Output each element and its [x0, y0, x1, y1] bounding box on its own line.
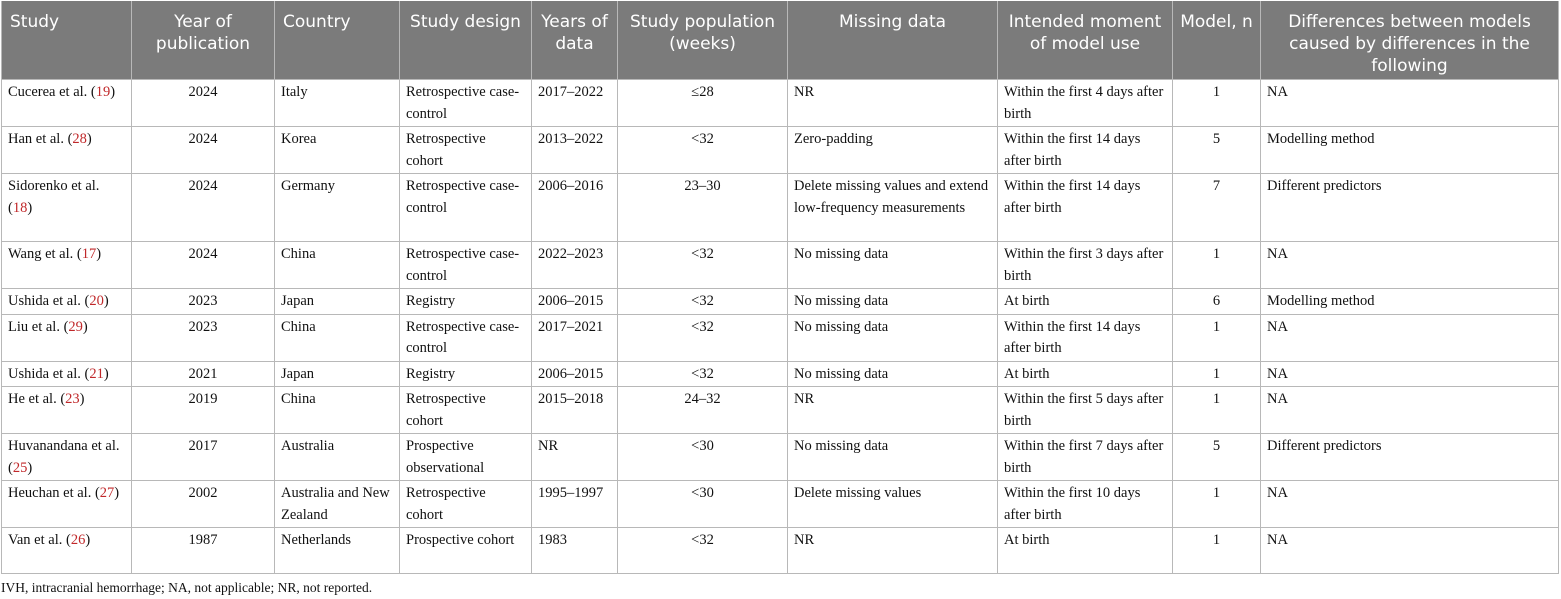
design-cell: Retrospective case-control [400, 174, 532, 242]
years-cell: 2017–2021 [532, 314, 618, 361]
study-author: Huvanandana et al. ( [8, 438, 120, 476]
missing-data-cell: Delete missing values and extend low-frequency measurements [788, 174, 998, 242]
design-cell: Registry [400, 361, 532, 387]
country-cell: China [275, 242, 400, 289]
header-missing-data: Missing data [788, 1, 998, 80]
reference-link[interactable]: 17 [81, 246, 97, 262]
country-cell: China [275, 387, 400, 434]
header-population: Study population (weeks) [618, 1, 788, 80]
years-cell: 2013–2022 [532, 127, 618, 174]
reference-link[interactable]: 20 [89, 293, 104, 309]
country-cell: Italy [275, 80, 400, 127]
year-cell: 2024 [132, 242, 275, 289]
country-cell: China [275, 314, 400, 361]
moment-cell: Within the first 4 days after birth [998, 80, 1173, 127]
table-row [2, 242, 1559, 289]
year-cell: 2024 [132, 174, 275, 242]
missing-data-cell: NR [788, 80, 998, 127]
table-row [2, 528, 1559, 574]
year-cell: 2021 [132, 361, 275, 387]
header-years-of-data: Years of data [532, 1, 618, 80]
country-cell: Japan [275, 361, 400, 387]
year-cell: 2023 [132, 314, 275, 361]
study-cell [2, 80, 132, 127]
table-row [2, 361, 1559, 387]
study-author: Han et al. ( [8, 131, 73, 147]
moment-cell: Within the first 14 days after birth [998, 314, 1173, 361]
years-cell: 2015–2018 [532, 387, 618, 434]
country-cell: Netherlands [275, 528, 400, 574]
differences-cell: NA [1261, 361, 1559, 387]
population-cell: 24–32 [618, 387, 788, 434]
country-cell: Korea [275, 127, 400, 174]
design-cell: Prospective observational [400, 434, 532, 481]
missing-data-cell: No missing data [788, 361, 998, 387]
design-cell: Retrospective cohort [400, 387, 532, 434]
study-author: Liu et al. ( [8, 318, 69, 335]
study-author-close: ) [103, 365, 109, 382]
models-cell: 1 [1173, 528, 1261, 574]
reference-link[interactable]: 18 [12, 199, 28, 216]
study-author-close: ) [110, 84, 116, 100]
differences-cell: NA [1261, 314, 1559, 361]
differences-cell: Modelling method [1261, 289, 1559, 315]
differences-cell: NA [1261, 528, 1559, 574]
models-cell: 1 [1173, 481, 1261, 528]
design-cell: Retrospective case-control [400, 242, 532, 289]
country-cell: Japan [275, 289, 400, 315]
models-cell: 1 [1173, 80, 1261, 127]
study-author: Wang et al. ( [8, 246, 82, 262]
models-cell: 1 [1173, 242, 1261, 289]
study-cell [2, 174, 132, 242]
study-author: Sidorenko et al. ( [8, 178, 100, 216]
population-cell: ≤28 [618, 80, 788, 127]
population-cell: <32 [618, 528, 788, 574]
years-cell: 2006–2016 [532, 174, 618, 242]
header-year: Year of publication [132, 1, 275, 80]
study-author-close: ) [27, 459, 33, 476]
year-cell: 2017 [132, 434, 275, 481]
population-cell: <32 [618, 289, 788, 315]
differences-cell: NA [1261, 387, 1559, 434]
reference-link[interactable]: 29 [68, 318, 83, 335]
table-row [2, 434, 1559, 481]
study-author: Van et al. ( [8, 532, 71, 548]
population-cell: <30 [618, 481, 788, 528]
header-row [2, 1, 1559, 80]
missing-data-cell: No missing data [788, 314, 998, 361]
study-author: Heuchan et al. ( [8, 485, 100, 501]
population-cell: <32 [618, 127, 788, 174]
models-cell: 7 [1173, 174, 1261, 242]
study-cell [2, 481, 132, 528]
population-cell: <32 [618, 242, 788, 289]
study-author: Ushida et al. ( [8, 365, 90, 382]
moment-cell: At birth [998, 361, 1173, 387]
table-row [2, 289, 1559, 315]
study-cell [2, 361, 132, 387]
reference-link[interactable]: 26 [70, 532, 86, 548]
population-cell: 23–30 [618, 174, 788, 242]
country-cell: Australia and New Zealand [275, 481, 400, 528]
reference-link[interactable]: 27 [99, 485, 115, 501]
table-footnote: IVH, intracranial hemorrhage; NA, not applicable; NR, not reported. [1, 580, 373, 595]
year-cell: 2019 [132, 387, 275, 434]
moment-cell: At birth [998, 528, 1173, 574]
moment-cell: Within the first 14 days after birth [998, 127, 1173, 174]
years-cell: 1995–1997 [532, 481, 618, 528]
missing-data-cell: No missing data [788, 242, 998, 289]
years-cell: 2017–2022 [532, 80, 618, 127]
study-author: He et al. ( [8, 391, 66, 407]
missing-data-cell: Delete missing values [788, 481, 998, 528]
table-row [2, 481, 1559, 528]
year-cell: 2002 [132, 481, 275, 528]
differences-cell: NA [1261, 80, 1559, 127]
header-country: Country [275, 1, 400, 80]
missing-data-cell: NR [788, 387, 998, 434]
differences-cell: NA [1261, 242, 1559, 289]
years-cell: 1983 [532, 528, 618, 574]
study-author: Ushida et al. ( [8, 293, 90, 309]
missing-data-cell: No missing data [788, 289, 998, 315]
study-cell [2, 528, 132, 574]
study-cell [2, 434, 132, 481]
design-cell: Retrospective case-control [400, 80, 532, 127]
population-cell: <32 [618, 361, 788, 387]
study-author-close: ) [82, 318, 88, 335]
missing-data-cell: No missing data [788, 434, 998, 481]
missing-data-cell: NR [788, 528, 998, 574]
study-author-close: ) [27, 199, 33, 216]
header-study: Study [2, 1, 132, 80]
study-cell [2, 387, 132, 434]
study-author-close: ) [103, 293, 109, 309]
country-cell: Germany [275, 174, 400, 242]
year-cell: 1987 [132, 528, 275, 574]
reference-link[interactable]: 19 [95, 84, 111, 100]
design-cell: Prospective cohort [400, 528, 532, 574]
country-cell: Australia [275, 434, 400, 481]
population-cell: <32 [618, 314, 788, 361]
models-cell: 5 [1173, 127, 1261, 174]
moment-cell: Within the first 3 days after birth [998, 242, 1173, 289]
header-models: Model, n [1173, 1, 1261, 80]
reference-link[interactable]: 21 [89, 365, 104, 382]
years-cell: 2022–2023 [532, 242, 618, 289]
models-cell: 5 [1173, 434, 1261, 481]
table-row [2, 314, 1559, 361]
moment-cell: Within the first 14 days after birth [998, 174, 1173, 242]
design-cell: Retrospective cohort [400, 127, 532, 174]
header-differences: Differences between models caused by differences in the following [1261, 1, 1559, 80]
table-row [2, 80, 1559, 127]
differences-cell: NA [1261, 481, 1559, 528]
header-moment: Intended moment of model use [998, 1, 1173, 80]
study-author-close: ) [85, 532, 91, 548]
differences-cell: Different predictors [1261, 174, 1559, 242]
study-author-close: ) [79, 391, 85, 407]
table-row [2, 174, 1559, 242]
study-cell [2, 314, 132, 361]
models-cell: 6 [1173, 289, 1261, 315]
differences-cell: Different predictors [1261, 434, 1559, 481]
study-author-close: ) [114, 485, 120, 501]
study-cell [2, 127, 132, 174]
missing-data-cell: Zero-padding [788, 127, 998, 174]
years-cell: 2006–2015 [532, 289, 618, 315]
models-cell: 1 [1173, 314, 1261, 361]
models-cell: 1 [1173, 361, 1261, 387]
year-cell: 2024 [132, 80, 275, 127]
population-cell: <30 [618, 434, 788, 481]
study-author-close: ) [86, 131, 92, 147]
moment-cell: Within the first 7 days after birth [998, 434, 1173, 481]
years-cell: 2006–2015 [532, 361, 618, 387]
reference-link[interactable]: 25 [12, 459, 28, 476]
design-cell: Registry [400, 289, 532, 315]
study-characteristics-table [1, 1, 1559, 574]
year-cell: 2024 [132, 127, 275, 174]
moment-cell: Within the first 10 days after birth [998, 481, 1173, 528]
differences-cell: Modelling method [1261, 127, 1559, 174]
study-author-close: ) [96, 246, 102, 262]
moment-cell: Within the first 5 days after birth [998, 387, 1173, 434]
models-cell: 1 [1173, 387, 1261, 434]
design-cell: Retrospective case-control [400, 314, 532, 361]
header-design: Study design [400, 1, 532, 80]
table-row [2, 387, 1559, 434]
years-cell: NR [532, 434, 618, 481]
year-cell: 2023 [132, 289, 275, 315]
study-cell [2, 242, 132, 289]
study-author: Cucerea et al. ( [8, 84, 96, 100]
study-cell [2, 289, 132, 315]
moment-cell: At birth [998, 289, 1173, 315]
table-row [2, 127, 1559, 174]
reference-link[interactable]: 28 [72, 131, 87, 147]
reference-link[interactable]: 23 [65, 391, 80, 407]
design-cell: Retrospective cohort [400, 481, 532, 528]
